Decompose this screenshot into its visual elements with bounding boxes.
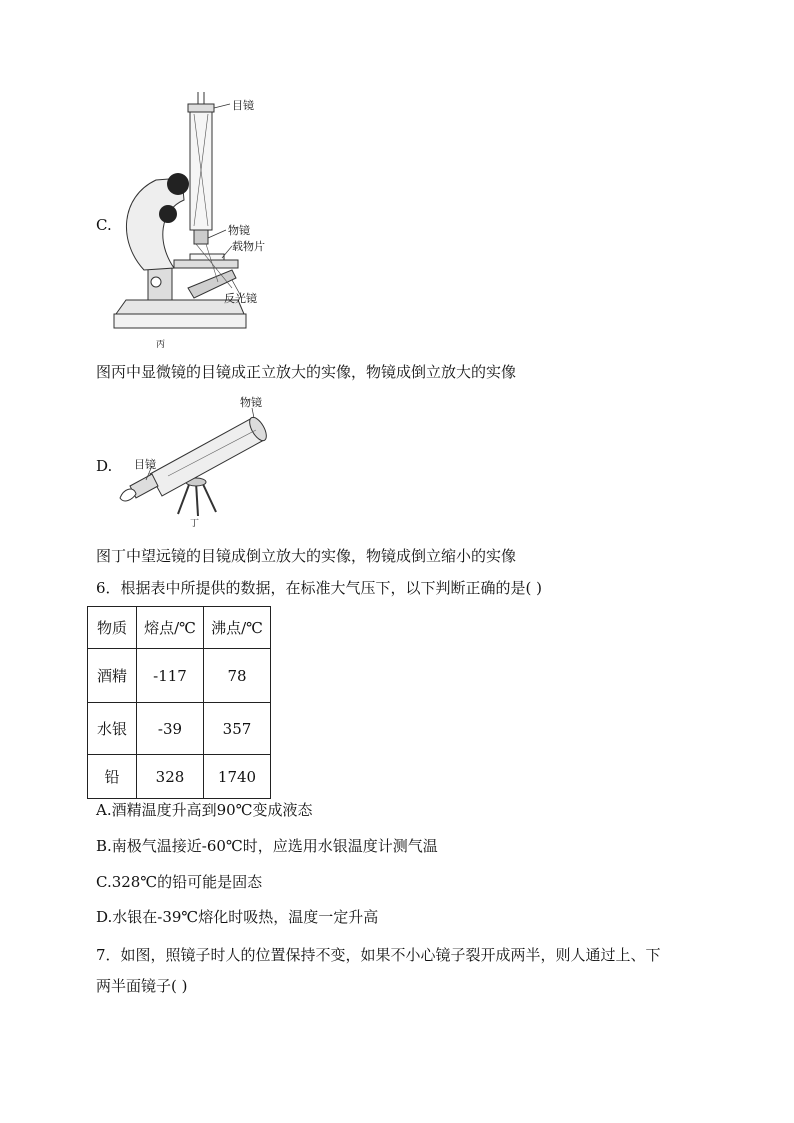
label-mirror-c: 反光镜 bbox=[224, 292, 257, 305]
q6-option-d: D.水银在-39℃熔化时吸热，温度一定升高 bbox=[96, 908, 379, 926]
option-c-label: C. bbox=[96, 216, 112, 234]
table-cell: 328 bbox=[137, 755, 204, 799]
table-row bbox=[88, 649, 271, 703]
q7-stem-line1: 7．如图，照镜子时人的位置保持不变，如果不小心镜子裂开成两半，则人通过上、下 bbox=[96, 946, 661, 964]
q6-option-c: C.328℃的铅可能是固态 bbox=[96, 873, 263, 891]
table-header-cell: 沸点/℃ bbox=[204, 607, 271, 649]
table-cell: 78 bbox=[204, 649, 271, 703]
caption-d: 丁 bbox=[190, 519, 200, 529]
label-objective-c: 物镜 bbox=[228, 224, 250, 237]
table-header-cell: 物质 bbox=[88, 607, 137, 649]
label-slide-c: 载物片 bbox=[232, 240, 265, 253]
label-eyepiece-d: 目镜 bbox=[134, 458, 156, 471]
statement-c: 图丙中显微镜的目镜成正立放大的实像，物镜成倒立放大的实像 bbox=[96, 363, 517, 381]
caption-c: 丙 bbox=[156, 340, 166, 350]
label-eyepiece-c: 目镜 bbox=[232, 99, 254, 112]
table-cell: -117 bbox=[137, 649, 204, 703]
melting-boiling-table bbox=[87, 606, 271, 799]
q6-option-b: B.南极气温接近-60℃时，应选用水银温度计测气温 bbox=[96, 837, 438, 855]
table-cell: 水银 bbox=[88, 703, 137, 755]
table-header-cell: 熔点/℃ bbox=[137, 607, 204, 649]
table-row bbox=[88, 755, 271, 799]
q6-stem: 6．根据表中所提供的数据，在标准大气压下，以下判断正确的是( ) bbox=[96, 579, 543, 597]
table-cell: 酒精 bbox=[88, 649, 137, 703]
q6-option-a: A.酒精温度升高到90℃变成液态 bbox=[96, 801, 313, 819]
label-objective-d: 物镜 bbox=[240, 396, 262, 409]
table-row bbox=[88, 703, 271, 755]
option-d-label: D. bbox=[96, 457, 113, 475]
table-cell: 铅 bbox=[88, 755, 137, 799]
table-header-row bbox=[88, 607, 271, 649]
statement-d: 图丁中望远镜的目镜成倒立放大的实像，物镜成倒立缩小的实像 bbox=[96, 547, 517, 565]
microscope-figure bbox=[108, 92, 278, 352]
table-cell: 357 bbox=[204, 703, 271, 755]
q7-stem-line2: 两半面镜子( ) bbox=[96, 977, 188, 995]
table-cell: -39 bbox=[137, 703, 204, 755]
table-cell: 1740 bbox=[204, 755, 271, 799]
